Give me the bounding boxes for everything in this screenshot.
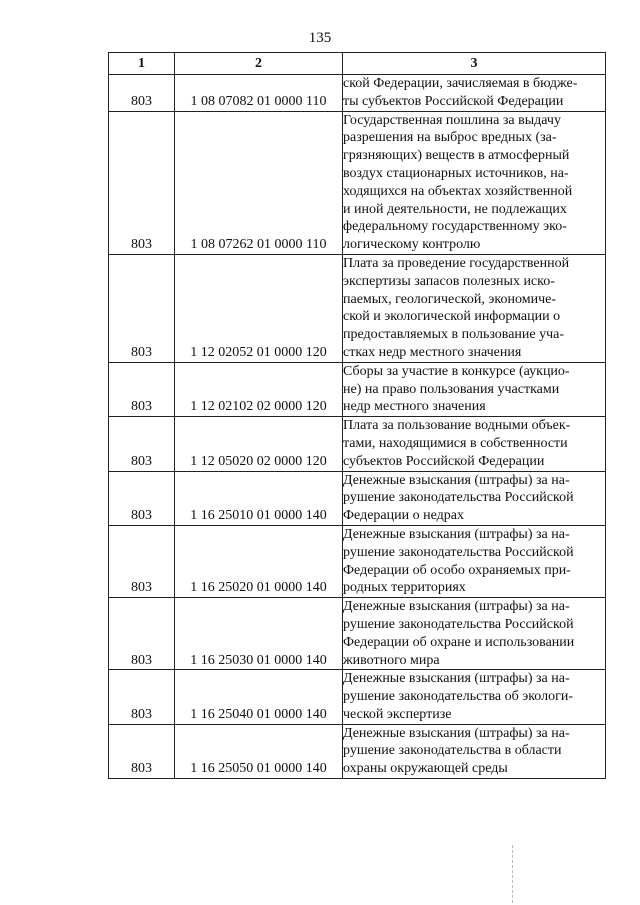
- description-line: Сборы за участие в конкурсе (аукцио-: [343, 363, 570, 379]
- description-line: тами, находящимися в собственности: [343, 435, 568, 451]
- budget-code-cell: 1 12 02102 02 0000 120: [175, 362, 343, 416]
- description-line: животного мира: [343, 652, 440, 668]
- column-header-2: 2: [175, 53, 343, 75]
- description-line: Денежные взыскания (штрафы) за на-: [343, 725, 570, 741]
- description-line: Федерации о недрах: [343, 508, 464, 524]
- admin-code-cell: 803: [109, 724, 175, 778]
- admin-code-cell: 803: [109, 254, 175, 362]
- admin-code-cell: 803: [109, 111, 175, 254]
- admin-code-cell: 803: [109, 417, 175, 471]
- description-line: федеральному государственному эко-: [343, 219, 567, 235]
- description-line: ческой экспертизе: [343, 706, 452, 722]
- description-cell: [343, 254, 606, 362]
- admin-code-cell: 803: [109, 525, 175, 597]
- description-line: Федерации об особо охраняемых при-: [343, 562, 571, 578]
- budget-code-cell: 1 16 25050 01 0000 140: [175, 724, 343, 778]
- description-line: субъектов Российской Федерации: [343, 453, 545, 469]
- description-line: Денежные взыскания (штрафы) за на-: [343, 526, 570, 542]
- description-cell: [343, 111, 606, 254]
- description-cell: [343, 417, 606, 471]
- description-cell: [343, 75, 606, 112]
- table-header-row: [109, 53, 606, 75]
- description-cell: [343, 525, 606, 597]
- column-header-3: 3: [343, 53, 606, 75]
- admin-code-cell: 803: [109, 75, 175, 112]
- description-line: и иной деятельности, не подлежащих: [343, 201, 567, 217]
- description-line: Денежные взыскания (штрафы) за на-: [343, 472, 570, 488]
- table-row: [109, 724, 606, 778]
- table-row: [109, 471, 606, 525]
- description-cell: [343, 598, 606, 670]
- budget-codes-table: [108, 52, 606, 779]
- page-number: 135: [308, 30, 332, 46]
- table-row: [109, 417, 606, 471]
- description-line: Государственная пошлина за выдачу: [343, 112, 561, 128]
- description-line: ской Федерации, зачисляемая в бюдже-: [343, 76, 578, 91]
- budget-code-cell: 1 08 07262 01 0000 110: [175, 111, 343, 254]
- budget-code-cell: 1 16 25030 01 0000 140: [175, 598, 343, 670]
- budget-code-cell: 1 12 05020 02 0000 120: [175, 417, 343, 471]
- description-line: Денежные взыскания (штрафы) за на-: [343, 671, 570, 687]
- description-line: предоставляемых в пользование уча-: [343, 327, 565, 343]
- description-cell: [343, 471, 606, 525]
- scan-artifact-line: [512, 845, 513, 903]
- budget-code-cell: 1 16 25010 01 0000 140: [175, 471, 343, 525]
- table-row: [109, 75, 606, 112]
- description-cell: [343, 362, 606, 416]
- description-line: Плата за пользование водными объек-: [343, 418, 571, 434]
- description-line: воздух стационарных источников, на-: [343, 165, 569, 181]
- description-line: рушение законодательства Российской: [343, 616, 574, 632]
- description-line: недр местного значения: [343, 399, 486, 415]
- description-line: грязняющих) веществ в атмосферный: [343, 148, 570, 164]
- table-row: [109, 111, 606, 254]
- budget-code-cell: 1 16 25040 01 0000 140: [175, 670, 343, 724]
- description-line: ходящихся на объектах хозяйственной: [343, 183, 573, 199]
- description-line: рушение законодательства об экологи-: [343, 689, 574, 705]
- description-cell: [343, 724, 606, 778]
- description-line: ты субъектов Российской Федерации: [343, 93, 564, 109]
- budget-code-cell: 1 08 07082 01 0000 110: [175, 75, 343, 112]
- admin-code-cell: 803: [109, 670, 175, 724]
- column-header-1: 1: [109, 53, 175, 75]
- description-line: охраны окружающей среды: [343, 761, 508, 777]
- table-row: [109, 670, 606, 724]
- table-row: [109, 598, 606, 670]
- description-line: Федерации об охране и использовании: [343, 634, 575, 650]
- admin-code-cell: 803: [109, 362, 175, 416]
- description-line: логическому контролю: [343, 237, 481, 253]
- description-line: не) на право пользования участками: [343, 381, 560, 397]
- description-line: рушение законодательства в области: [343, 743, 562, 759]
- description-line: разрешения на выброс вредных (за-: [343, 130, 557, 146]
- budget-code-cell: 1 16 25020 01 0000 140: [175, 525, 343, 597]
- description-line: паемых, геологической, экономиче-: [343, 291, 556, 307]
- admin-code-cell: 803: [109, 471, 175, 525]
- description-line: Плата за проведение государственной: [343, 255, 570, 271]
- description-line: рушение законодательства Российской: [343, 490, 574, 506]
- description-line: ской и экологической информации о: [343, 309, 561, 325]
- description-cell: [343, 670, 606, 724]
- table-row: [109, 362, 606, 416]
- description-line: родных территориях: [343, 580, 466, 596]
- budget-code-cell: 1 12 02052 01 0000 120: [175, 254, 343, 362]
- description-line: экспертизы запасов полезных иско-: [343, 273, 555, 289]
- description-line: Денежные взыскания (штрафы) за на-: [343, 599, 570, 615]
- description-line: стках недр местного значения: [343, 344, 522, 360]
- description-line: рушение законодательства Российской: [343, 544, 574, 560]
- table-row: [109, 525, 606, 597]
- admin-code-cell: 803: [109, 598, 175, 670]
- table-row: [109, 254, 606, 362]
